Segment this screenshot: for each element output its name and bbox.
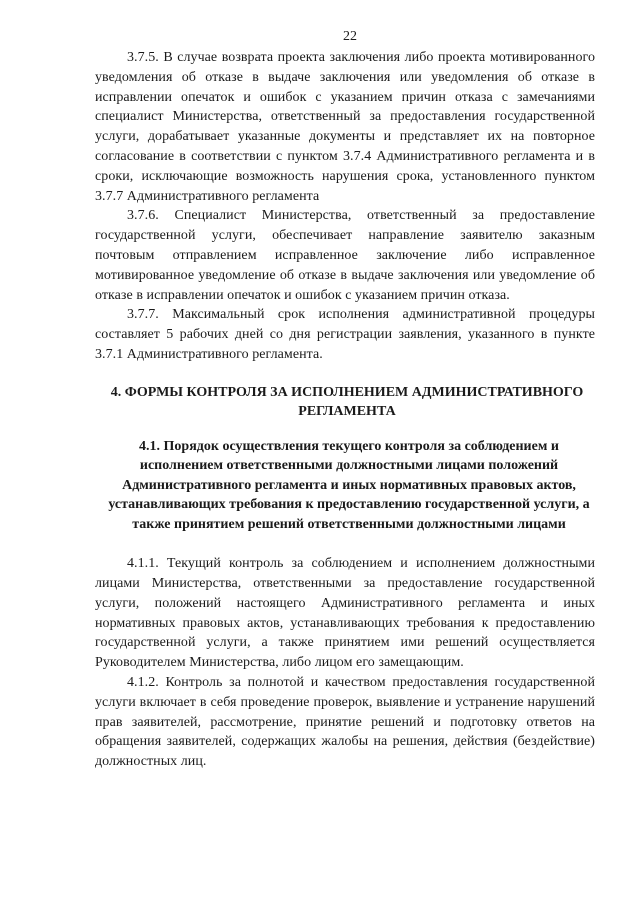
paragraph-3-7-7: 3.7.7. Максимальный срок исполнения административной процедуры составляет 5 рабочих дней со дня регистрации заявления, указанного в пункте 3.7.1 Административного регламента.	[95, 307, 595, 362]
paragraph-4-1-1: 4.1.1. Текущий контроль за соблюдением и исполнением должностными лицами Министерства, ответственными за предоставление государственной услуги, положений настоящего Административного регламента и иных нормативных правовых актов, устанавливающих требования к предоставлению государственной услуги, а также принятием ими решений осуществляется Руководителем Министерства, либо лицом его замещающим.	[95, 556, 595, 671]
page-number: 22	[343, 29, 357, 44]
paragraph-3-7-6: 3.7.6. Специалист Министерства, ответственный за предоставление государственной услуги, обеспечивает направление заявителю заказным почтовым отправлением исправленное заключение либо исправленное мотивированное уведомление об отказе в выдаче заключения или уведомление об отказе в исправлении опечаток и ошибок с указанием причин отказа.	[95, 208, 595, 303]
document-page	[95, 28, 595, 772]
paragraph-3-7-5: 3.7.5. В случае возврата проекта заключения либо проекта мотивированного уведомления об отказе в выдаче заключения или уведомления об отказе в исправлении опечаток и ошибок с указанием причин отказа с замечаниями специалист Министерства, ответственный за предоставления государственной услуги, дорабатывает указанные документы и представляет их на повторное согласование в соответствии с пунктом 3.7.4 Административного регламента и в сроки, исключающие возможность нарушения срока, установленного пунктом 3.7.7 Административного регламента	[95, 50, 595, 204]
paragraph-4-1-2: 4.1.2. Контроль за полнотой и качеством предоставления государственной услуги включает в себя проведение проверок, выявление и устранение нарушений прав заявителей, рассмотрение, принятие решений и подготовку ответов на обращения заявителей, содержащих жалобы на решения, действия (бездействие) должностных лиц.	[95, 675, 595, 770]
subsection-title: 4.1. Порядок осуществления текущего контроля за соблюдением и исполнением ответственными должностными лицами положений Административного регламента и иных нормативных правовых актов, устанавливающих требования к предоставлению государственной услуги, а также принятием решений ответственными должностными лицами	[108, 438, 590, 532]
section-title: 4. ФОРМЫ КОНТРОЛЯ ЗА ИСПОЛНЕНИЕМ АДМИНИСТРАТИВНОГО РЕГЛАМЕНТА	[110, 384, 584, 419]
